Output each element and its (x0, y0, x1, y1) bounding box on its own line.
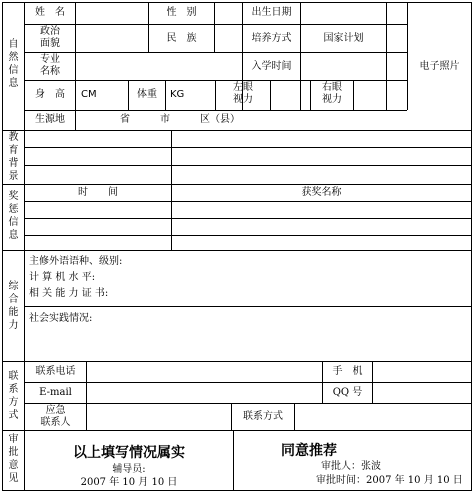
section-natural-info: 自 然 信 息 (8, 39, 19, 89)
height-label: 身 高 (35, 89, 65, 100)
left-vision-field[interactable] (271, 81, 310, 110)
approval-right-title: 同意推荐 (281, 443, 337, 459)
political-status-label: 政治 面貌 (40, 26, 60, 49)
phone-label: 联系电话 (35, 366, 76, 377)
approval-left-date: 2007 年 10 月 10 日 (80, 477, 178, 488)
phone-field[interactable] (87, 362, 322, 382)
award-row-2[interactable] (25, 219, 471, 235)
qq-field[interactable] (373, 383, 471, 403)
award-row-3[interactable] (25, 236, 471, 250)
height-unit: CM (81, 89, 97, 100)
birth-date-label: 出生日期 (251, 7, 292, 18)
origin-template: 省 市 区（县） (120, 114, 240, 125)
training-mode-label: 培养方式 (251, 33, 292, 44)
name-field[interactable] (76, 3, 148, 24)
award-name-header: 获奖名称 (301, 187, 342, 198)
major-label: 专业 名称 (40, 54, 60, 77)
section-awards: 奖 惩 信 息 (8, 191, 19, 241)
social-practice-label: 社会实践情况: (29, 313, 93, 324)
email-field[interactable] (87, 383, 322, 403)
right-vision-field[interactable] (354, 81, 386, 110)
political-status-field[interactable] (76, 25, 148, 52)
emergency-contact-field[interactable] (87, 404, 231, 430)
section-education: 教 育 背 景 (8, 132, 19, 182)
education-row-1[interactable] (25, 131, 471, 147)
section-contact: 联 系 方 式 (8, 371, 19, 421)
certificates-label: 相 关 能 力 证 书: (29, 288, 109, 299)
approval-time-label: 审批时间：2007 年 10 月 10 日 (316, 475, 463, 486)
approval-left-title: 以上填写情况属实 (73, 445, 185, 461)
counselor-label: 辅导员: (112, 464, 146, 475)
languages-label: 主修外语语种、级别: (29, 256, 123, 267)
weight-unit: KG (170, 89, 185, 100)
name-label: 姓 名 (35, 7, 65, 18)
award-time-header: 时 间 (78, 187, 118, 198)
photo-label: 电子照片 (419, 61, 460, 72)
birth-date-field[interactable] (301, 3, 407, 24)
gender-field[interactable] (215, 3, 242, 24)
gender-label: 性 别 (166, 7, 197, 18)
contact-method-field[interactable] (295, 404, 471, 430)
admission-date-field[interactable] (301, 53, 386, 80)
email-label: E-mail (39, 387, 72, 398)
mobile-label: 手 机 (332, 366, 363, 377)
ethnicity-label: 民 族 (166, 33, 197, 44)
emergency-contact-label: 应急 联系人 (40, 405, 71, 428)
admission-date-label: 入学时间 (251, 61, 292, 72)
right-vision-label: 右眼 视力 (322, 82, 342, 105)
award-row-1[interactable] (25, 202, 471, 218)
section-ability: 综 合 能 力 (8, 281, 19, 331)
qq-label: QQ 号 (332, 387, 363, 398)
ethnicity-field[interactable] (215, 25, 242, 52)
education-row-2[interactable] (25, 148, 471, 165)
major-field[interactable] (76, 53, 242, 80)
origin-label: 生源地 (35, 114, 65, 125)
approver-label: 审批人：张波 (321, 461, 381, 472)
contact-method-label: 联系方式 (243, 411, 283, 422)
training-mode-value: 国家计划 (323, 33, 364, 44)
section-approval: 审 批 意 见 (8, 434, 19, 484)
weight-label: 体重 (137, 89, 157, 100)
computer-level-label: 计 算 机 水 平: (29, 272, 96, 283)
left-vision-label: 左眼 视力 (233, 82, 253, 105)
mobile-field[interactable] (373, 362, 471, 382)
education-row-3[interactable] (25, 166, 471, 184)
